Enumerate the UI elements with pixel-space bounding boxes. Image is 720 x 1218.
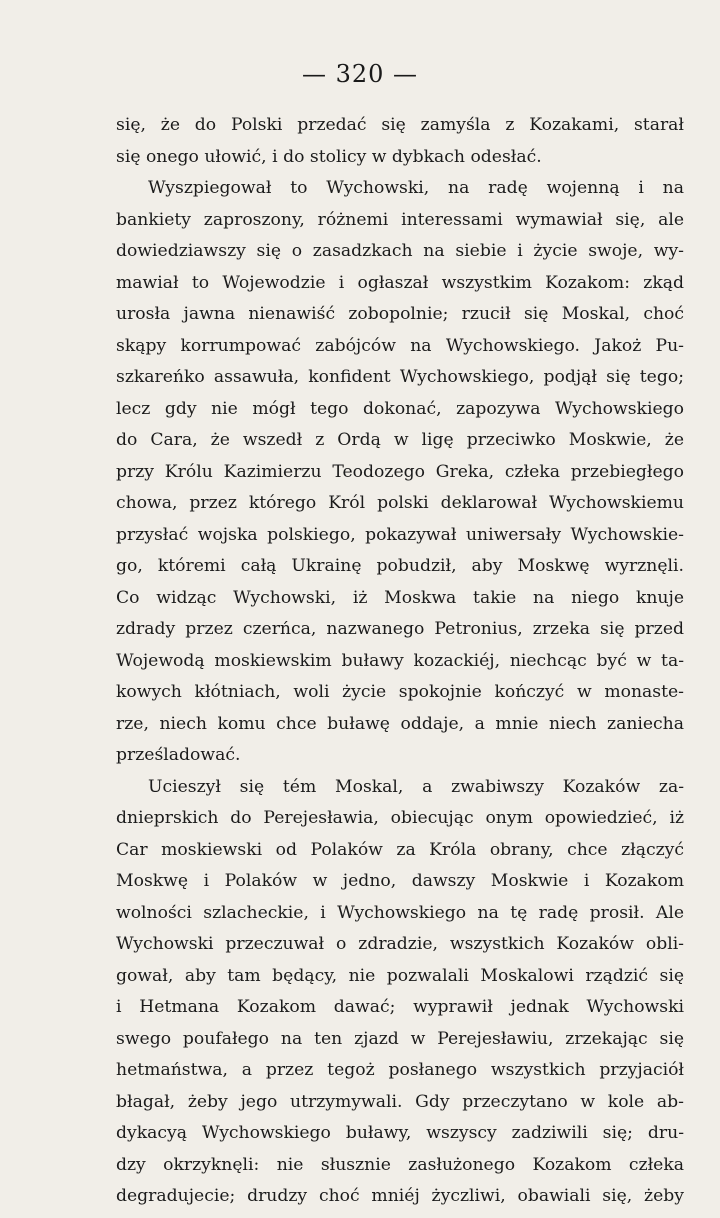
text-line: bankiety zaproszony, różnemi interessami wymawiał się, ale	[116, 209, 684, 230]
text-line: przysłać wojska polskiego, pokazywał uniwersały Wychowskie-	[116, 524, 684, 545]
page-number: — 320 —	[301, 60, 419, 88]
text-line: się, że do Polski przedać się zamyśla z Kozakami, starał	[116, 115, 684, 135]
text-line: degradujecie; drudzy choć mniéj życzliwi, obawiali się, żeby	[116, 1186, 684, 1206]
text-line: dykacyą Wychowskiego buławy, wszyscy zadziwili się; dru-	[116, 1123, 684, 1143]
text-line: gował, aby tam będący, nie pozwalali Moskalowi rządzić się	[116, 965, 684, 986]
text-line: Moskwę i Polaków w jedno, dawszy Moskwie i Kozakom	[116, 871, 684, 891]
text-line: do Cara, że wszedł z Ordą w ligę przeciwko Moskwie, że	[116, 430, 684, 450]
text-line: Wyszpiegował to Wychowski, na radę wojenną i na	[148, 178, 684, 198]
text-line: szkareńko assawuła, konfident Wychowskiego, podjął się tego;	[116, 367, 684, 387]
text-line: Car moskiewski od Polaków za Króla obrany, chce złączyć	[116, 839, 684, 860]
text-line: wolności szlacheckie, i Wychowskiego na tę radę prosił. Ale	[116, 902, 684, 923]
text-line: chowa, przez którego Król polski deklarował Wychowskiemu	[116, 493, 684, 513]
text-line: hetmaństwa, a przez tegoż posłanego wszystkich przyjaciół	[116, 1060, 684, 1080]
text-line: i Hetmana Kozakom dawać; wyprawił jednak Wychowski	[116, 997, 684, 1017]
text-line: przy Królu Kazimierzu Teodozego Greka, człeka przebiegłego	[116, 461, 684, 482]
text-line: prześladować.	[116, 745, 241, 765]
text-line: Wojewodą moskiewskim buławy kozackiéj, niechcąc być w ta-	[116, 650, 684, 671]
text-line: Wychowski przeczuwał o zdradzie, wszystkich Kozaków obli-	[116, 934, 684, 954]
text-line: kowych kłótniach, woli życie spokojnie kończyć w monaste-	[116, 682, 684, 702]
text-line: go, któremi całą Ukrainę pobudził, aby Moskwę wyrznęli.	[116, 556, 684, 576]
text-line: zdrady przez czerńca, nazwanego Petronius, zrzeka się przed	[116, 619, 684, 639]
text-line: dowiedziawszy się o zasadzkach na siebie i życie swoje, wy-	[116, 241, 684, 261]
text-line: mawiał to Wojewodzie i ogłaszał wszystkim Kozakom: zkąd	[116, 272, 684, 293]
body-text	[116, 110, 684, 1213]
text-line: dzy okrzyknęli: nie słusznie zasłużonego Kozakom człeka	[116, 1154, 684, 1175]
text-line: skąpy korrumpować zabójców na Wychowskiego. Jakoż Pu-	[116, 335, 684, 356]
text-line: Ucieszył się tém Moskal, a zwabiwszy Kozaków za-	[148, 776, 684, 797]
text-line: lecz gdy nie mógł tego dokonać, zapozywa Wychowskiego	[116, 398, 684, 419]
text-line: rze, niech komu chce buławę oddaje, a mnie niech zaniecha	[116, 713, 684, 734]
text-line: Co widząc Wychowski, iż Moskwa takie na niego knuje	[116, 587, 684, 608]
text-line: dnieprskich do Perejesławia, obiecując onym opowiedzieć, iż	[116, 808, 684, 828]
text-line: się onego ułowić, i do stolicy w dybkach odesłać.	[116, 146, 542, 167]
text-line: błagał, żeby jego utrzymywali. Gdy przeczytano w kole ab-	[116, 1091, 684, 1112]
text-line: swego poufałego na ten zjazd w Perejesławiu, zrzekając się	[116, 1028, 684, 1049]
text-line: urosła jawna nienawiść zobopolnie; rzucił się Moskal, choć	[116, 304, 684, 324]
